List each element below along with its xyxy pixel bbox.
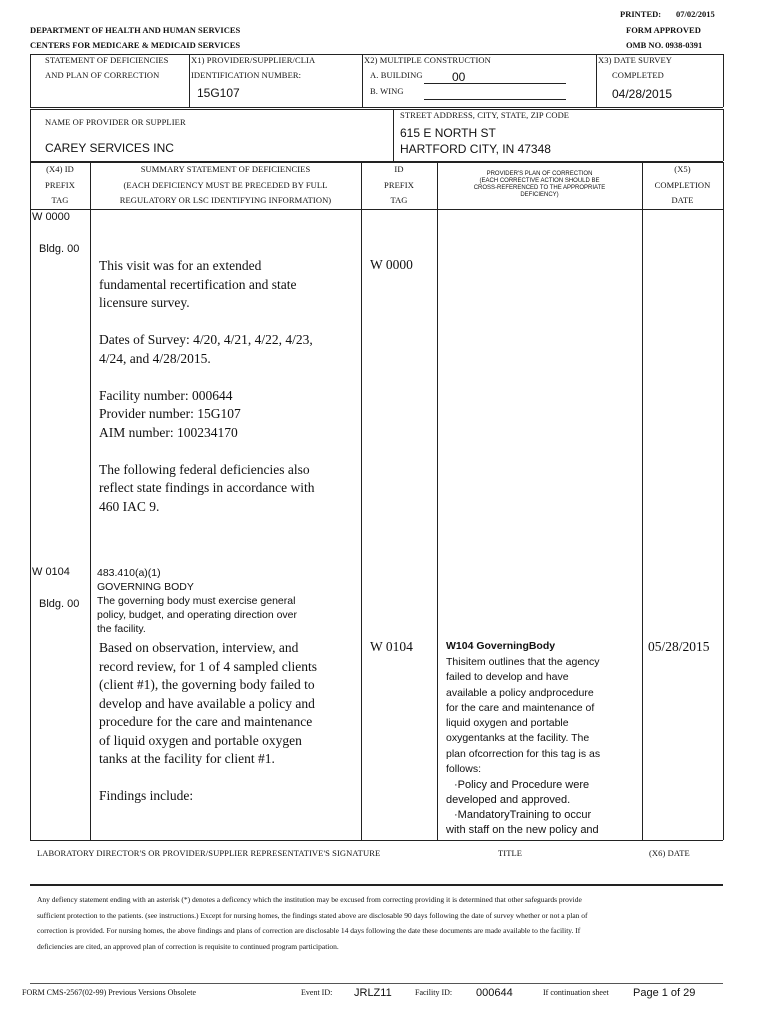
w0000-summary-text: This visit was for an extended fundamental recertification and state licensure survey. Dates of Survey: 4/20, 4/21, 4/22, 4/23, 4/24, and 4/28/2015. Facility number: 000644 Provider number: 15G107 AIM number: 100234170 The following federal deficiencies also reflect state findings in accordance with 460 IAC 9.: [99, 258, 315, 514]
title-label: TITLE: [498, 848, 523, 858]
continuation-label: If continuation sheet: [543, 988, 609, 997]
page-number: Page 1 of 29: [633, 987, 696, 999]
x1-label-2: IDENTIFICATION NUMBER:: [191, 70, 302, 80]
plan-header-1: PROVIDER'S PLAN OF CORRECTION: [486, 171, 593, 177]
address-line-1: 615 E NORTH ST: [400, 126, 496, 140]
x6-date-label: (X6) DATE: [649, 848, 690, 858]
plan-header-2: (EACH CORRECTIVE ACTION SHOULD BE: [479, 178, 600, 184]
event-id-value: JRLZ11: [354, 987, 392, 999]
w0104-id-tag: W 0104: [370, 639, 413, 654]
event-id-label: Event ID:: [301, 988, 333, 997]
w0000-prefix-tag: W 0000: [32, 211, 70, 223]
x2-label: X2) MULTIPLE CONSTRUCTION: [364, 55, 491, 65]
building-label: A. BUILDING: [370, 70, 423, 80]
centers-name: CENTERS FOR MEDICARE & MEDICAID SERVICES: [30, 40, 241, 50]
plan-header-4: DEFICIENCY): [520, 192, 559, 198]
facility-id-label: Facility ID:: [415, 988, 453, 997]
disclaimer-text: Any defiency statement ending with an asterisk (*) denotes a deficency which the institution may be excused from correcting providing it is determined that other safeguards provide sufficient protection to the patients. (see instructions.) Except for nursing homes, the findings stated above are disclosable 90 days following the date of survey whether or not a plan of correction is provided. For nursing homes, the above findings and plans of correction are disclosable 14 days following the date these documents are made available to the facility. If deficiencies are cited, an approved plan of correction is requisite to continued program participation.: [37, 895, 588, 951]
provider-name-value: CAREY SERVICES INC: [45, 141, 174, 155]
plan-text: Thisitem outlines that the agency failed to develop and have available a policy andprocedure for the care and maintenance of liquid oxygen and portable oxygentanks at the facility. The plan ofcorrection for this tag is as follows:: [446, 656, 601, 776]
x3-label-1: X3) DATE SURVEY: [598, 55, 673, 65]
statement-label-1: STATEMENT OF DEFICIENCIES: [45, 55, 169, 65]
survey-date-value: 04/28/2015: [612, 87, 673, 101]
printed-date: 07/02/2015: [676, 9, 715, 19]
summary-header-2: (EACH DEFICIENCY MUST BE PRECEDED BY FULL: [123, 180, 328, 190]
x4-header-1: (X4) ID: [46, 164, 74, 174]
x5-header-3: DATE: [671, 195, 694, 205]
plan-bullet-1: ·Policy and Procedure were developed and approved.: [446, 779, 590, 806]
summary-header-3: REGULATORY OR LSC IDENTIFYING INFORMATION): [119, 195, 332, 205]
form-approved: FORM APPROVED: [626, 25, 701, 35]
completion-date: 05/28/2015: [648, 639, 710, 654]
wing-label: B. WING: [370, 86, 404, 96]
x4-header-3: TAG: [51, 195, 69, 205]
address-line-2: HARTFORD CITY, IN 47348: [400, 142, 551, 156]
w0000-id-tag: W 0000: [370, 257, 413, 272]
address-label: STREET ADDRESS, CITY, STATE, ZIP CODE: [400, 110, 570, 120]
provider-name-label: NAME OF PROVIDER OR SUPPLIER: [45, 117, 186, 127]
summary-header-1: SUMMARY STATEMENT OF DEFICIENCIES: [140, 164, 311, 174]
printed-label: PRINTED:: [620, 9, 662, 19]
id-header-1: ID: [394, 164, 404, 174]
form-number: FORM CMS-2567(02-99) Previous Versions Obsolete: [22, 988, 197, 997]
facility-id-value: 000644: [476, 987, 513, 999]
omb-number: OMB NO. 0938-0391: [626, 40, 703, 50]
x1-label-1: X1) PROVIDER/SUPPLIER/CLIA: [191, 55, 316, 65]
x4-header-2: PREFIX: [45, 180, 75, 190]
building-value: 00: [452, 70, 466, 84]
plan-title: W104 GoverningBody: [446, 640, 556, 652]
id-header-2: PREFIX: [384, 180, 414, 190]
x5-header-2: COMPLETION: [654, 180, 711, 190]
statement-label-2: AND PLAN OF CORRECTION: [45, 70, 160, 80]
department-name: DEPARTMENT OF HEALTH AND HUMAN SERVICES: [30, 25, 241, 35]
x3-label-2: COMPLETED: [612, 70, 664, 80]
id-header-3: TAG: [390, 195, 408, 205]
plan-header-3: CROSS-REFERENCED TO THE APPROPRIATE: [473, 185, 606, 191]
w0104-building: Bldg. 00: [39, 598, 80, 610]
x5-header-1: (X5): [674, 164, 691, 174]
plan-bullet-2: ·MandatoryTraining to occur with staff on the new policy and: [446, 809, 599, 836]
provider-id-value: 15G107: [197, 86, 240, 100]
w0000-building: Bldg. 00: [39, 243, 80, 255]
w0104-prefix-tag: W 0104: [32, 566, 70, 578]
w0104-summary-text: Based on observation, interview, and record review, for 1 of 4 sampled clients (client #1), the governing body failed to develop and have available a policy and procedure for the care and maintenance of liquid oxygen and portable oxygen tanks at the facility for client #1. Findings include:: [99, 640, 318, 803]
w0104-regulation-text: 483.410(a)(1) GOVERNING BODY The governing body must exercise general policy, budget, and operating direction over the facility.: [97, 567, 298, 635]
director-signature-label: LABORATORY DIRECTOR'S OR PROVIDER/SUPPLIER REPRESENTATIVE'S SIGNATURE: [37, 848, 381, 858]
